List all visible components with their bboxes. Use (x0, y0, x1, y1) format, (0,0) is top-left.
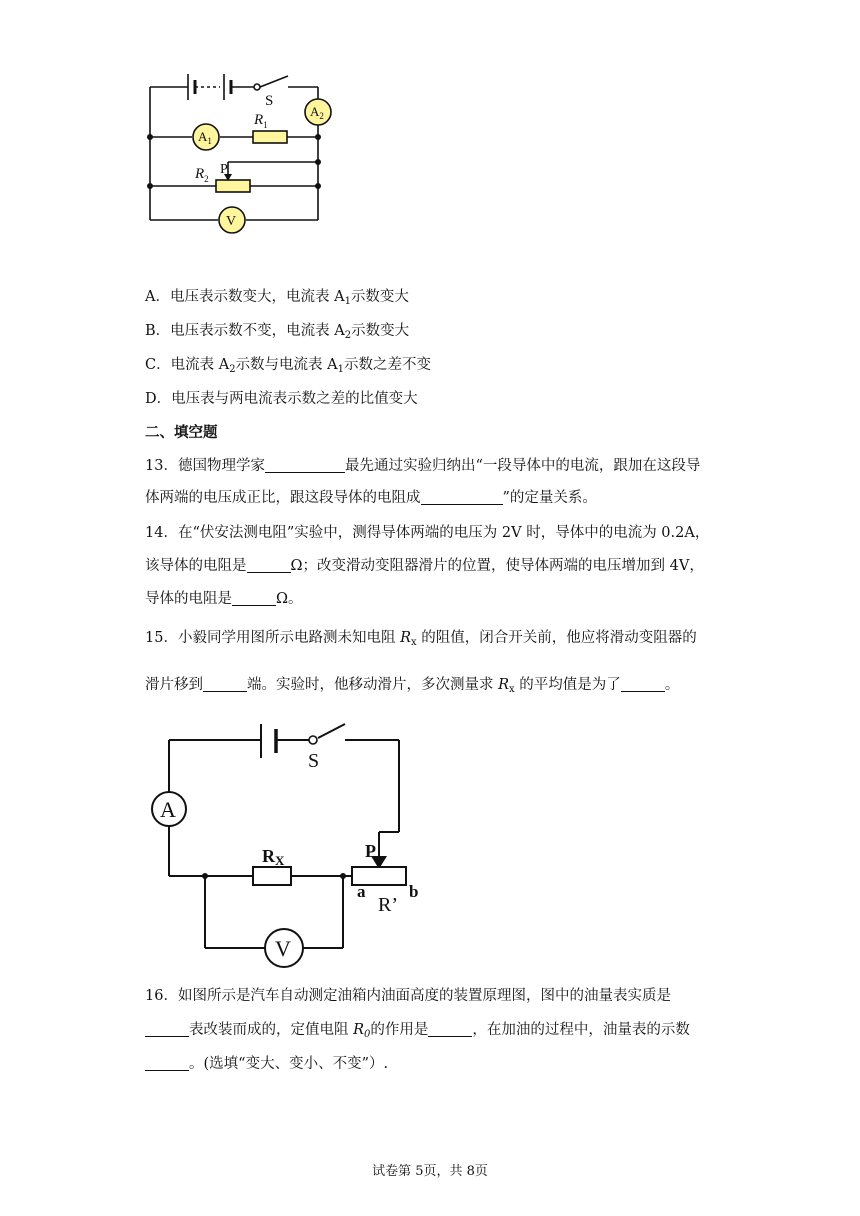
p-label: P (365, 841, 376, 861)
v-label: V (226, 214, 237, 229)
q16-blank-1 (145, 1021, 189, 1037)
q16-blank-3 (145, 1055, 189, 1071)
r2-label: $R_2$ (195, 166, 209, 184)
q16-line3: 。(选填“变大、变小、不变”）. (145, 1053, 388, 1075)
b-end-label: b (409, 882, 419, 901)
section-title: 二、填空题 (145, 424, 218, 441)
ammeter-label: A (160, 797, 176, 822)
r1-label: $R_1$ (254, 112, 268, 130)
q14-blank-2 (232, 590, 276, 606)
q13-line1: 13．德国物理学家 最先通过实验归纳出“一段导体中的电流，跟加在这段导 (145, 458, 701, 474)
q13-blank-2 (421, 489, 503, 505)
switch-label: S (308, 750, 320, 772)
q15-line1: 15．小毅同学用图所示电路测未知电阻 $R_x$ 的阻值，闭合开关前，他应将滑动变阻器的 (145, 630, 697, 648)
page-footer: 试卷第 5页，共 8页 (372, 1164, 488, 1179)
option-a: A．电压表示数变大，电流表 $A_1$示数变大 (145, 289, 409, 307)
q16-line1: 16．如图所示是汽车自动测定油箱内油面高度的装置原理图，图中的油量表实质是 (145, 988, 671, 1004)
option-b: B．电压表示数不变，电流表 $A_2$示数变大 (145, 323, 410, 341)
p-label: P (220, 162, 228, 177)
option-c: C．电流表 $A_2$示数与电流表 $A_1$示数之差不变 (145, 357, 432, 375)
q16-line2: 表改装而成的，定值电阻 $R_0$的作用是 ，在加油的过程中，油量表的示数 (145, 1019, 690, 1046)
r1-resistor (253, 131, 287, 143)
q15-line2: 滑片移到 端。实验时，他移动滑片，多次测量求 $R_x$ 的平均值是为了 。 (145, 677, 680, 695)
q14-blank-1 (247, 557, 291, 573)
rprime-label: R’ (378, 894, 398, 916)
switch-label: S (265, 93, 274, 109)
q13-blank-1 (265, 457, 345, 473)
rx-resistor (253, 867, 291, 885)
r2-rheostat (216, 180, 250, 192)
q14-line3: 导体的电阻是 Ω。 (145, 591, 303, 607)
option-d: D．电压表与两电流表示数之差的比值变大 (145, 391, 418, 407)
q13-line2: 体两端的电压成正比，跟这段导体的电阻成 ”的定量关系。 (145, 490, 597, 506)
q15-blank-2 (621, 676, 665, 692)
circuit-diagram-1 (140, 62, 340, 242)
a-end-label: a (357, 882, 366, 901)
rx-label: RX (262, 846, 285, 868)
q14-line1: 14．在“伏安法测电阻”实验中，测得导体两端的电压为 2V 时，导体中的电流为 0.2A， (145, 525, 710, 541)
circuit-diagram-2 (145, 712, 435, 974)
a2-label: $A_2$ (310, 104, 324, 121)
voltmeter-label: V (275, 936, 291, 961)
a1-label: $A_1$ (198, 129, 212, 146)
q15-blank-1 (203, 676, 247, 692)
q16-blank-2 (428, 1021, 472, 1037)
q14-line2: 该导体的电阻是 Ω；改变滑动变阻器滑片的位置，使导体两端的电压增加到 4V， (145, 558, 704, 574)
